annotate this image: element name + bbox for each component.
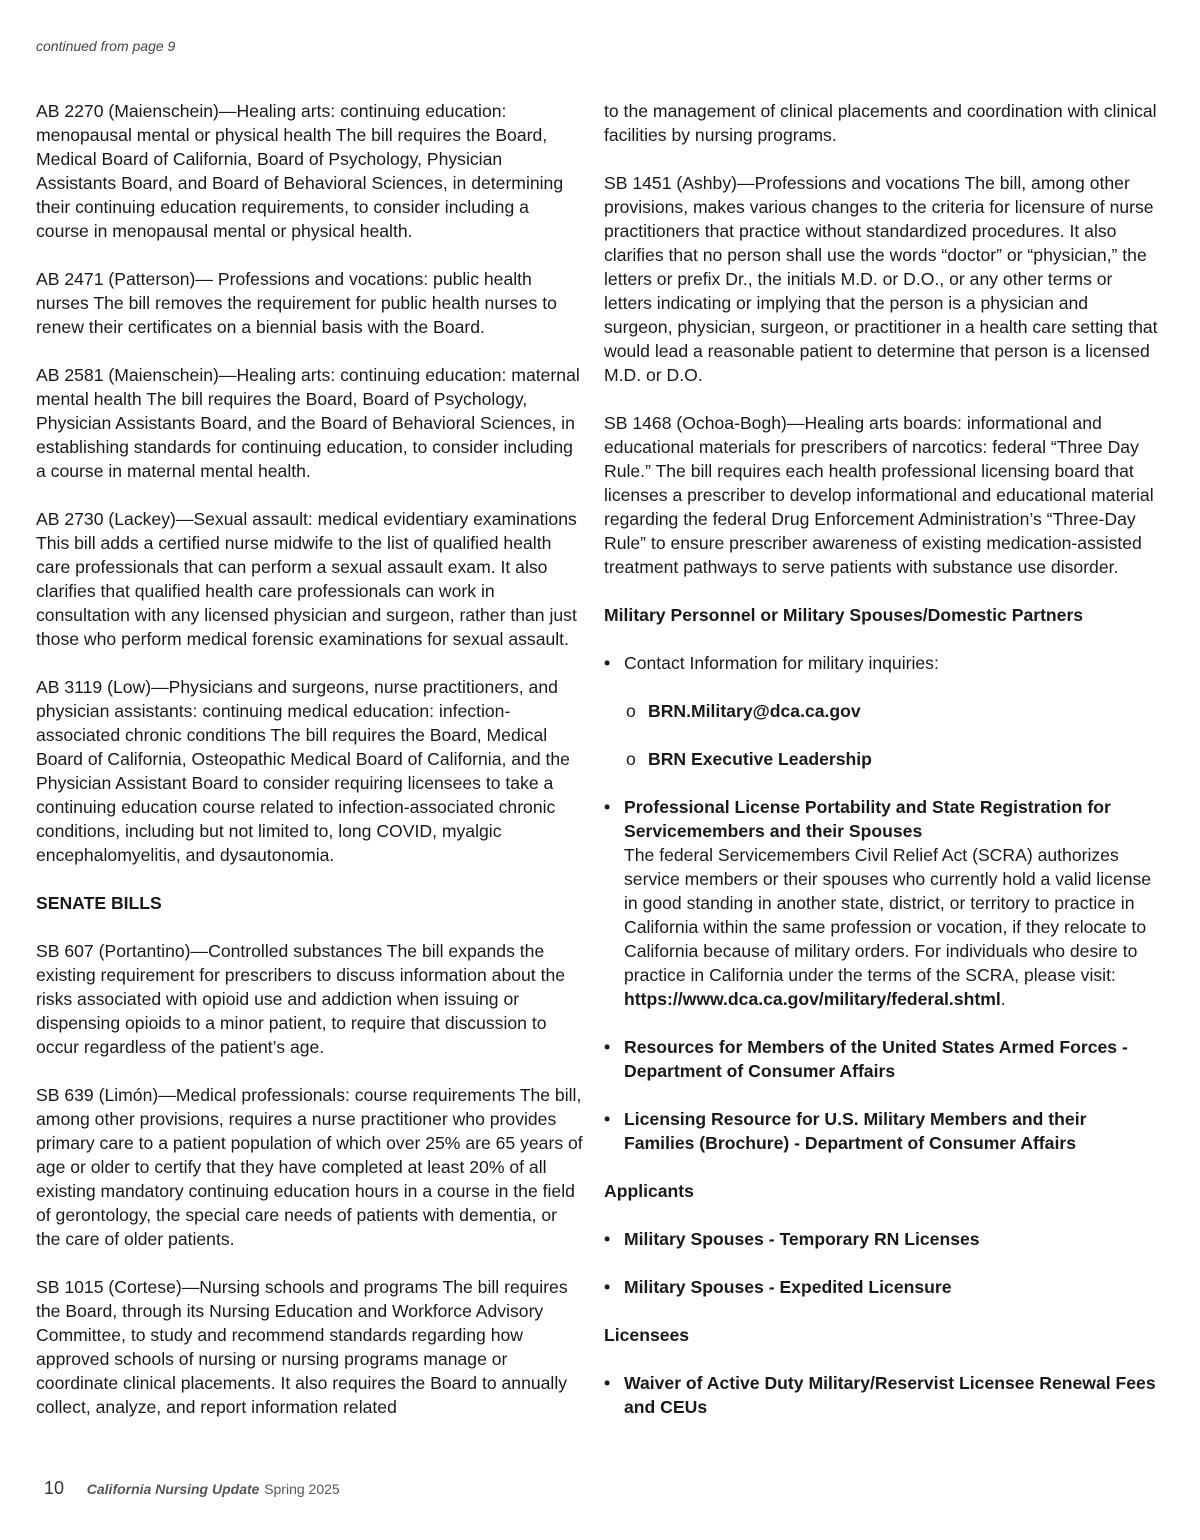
applicants-heading: Applicants bbox=[604, 1181, 694, 1201]
expedited-licensure-link[interactable]: • Military Spouses - Expedited Licensure bbox=[604, 1275, 1160, 1299]
bill-ab3119: AB 3119 (Low)—Physicians and surgeons, nurse practitioners, and physician assistants: continuing medical education: infection-associated chronic conditions The bill requires the Board, Medical Board of California, Osteopathic Medical Board of California, and the Physician Assistant Board to consider requiring licensees to take a continuing education course related to infection-associated chronic conditions, including but not limited to, long COVID, myalgic encephalomyelitis, and dysautonomia. bbox=[36, 677, 570, 865]
page-number: 10 bbox=[44, 1478, 65, 1498]
sb1015-continued: to the management of clinical placements and coordination with clinical facilities by nursing programs. bbox=[604, 101, 1157, 145]
portability-bullet bbox=[604, 795, 1160, 1011]
bill-sb1015: SB 1015 (Cortese)—Nursing schools and programs The bill requires the Board, through its Nursing Education and Workforce Advisory Committee, to study and recommend standards regarding how approved schools of nursing or nursing programs manage or coordinate clinical placements. It also requires the Board to annually collect, analyze, and report information related bbox=[36, 1277, 568, 1417]
left-column bbox=[36, 99, 584, 1443]
executive-leadership-text: BRN Executive Leadership bbox=[648, 749, 872, 769]
bill-ab2471: AB 2471 (Patterson)— Professions and vocations: public health nurses The bill removes the requirement for public health nurses to renew their certificates on a biennial basis with the Board. bbox=[36, 269, 557, 337]
armed-forces-resources-link[interactable]: • Resources for Members of the United States Armed Forces - Department of Consumer Affairs bbox=[604, 1035, 1160, 1083]
bill-ab2730: AB 2730 (Lackey)—Sexual assault: medical evidentiary examinations This bill adds a certified nurse midwife to the list of qualified health care professionals that can perform a sexual assault exam. It also clarifies that qualified health care professionals can work in consultation with any licensed physician and surgeon, rather than just those who perform medical forensic examinations for sexual assault. bbox=[36, 509, 577, 649]
bill-sb1468: SB 1468 (Ochoa-Bogh)—Healing arts boards: informational and educational materials for prescribers of narcotics: federal “Three Day Rule.” The bill requires each health professional licensing board that licenses a prescriber to develop informational and educational material regarding the federal Drug Enforcement Administration’s “Three-Day Rule” to ensure prescriber awareness of existing medication-assisted treatment pathways to serve patients with substance use disorder. bbox=[604, 413, 1154, 577]
licensees-heading: Licensees bbox=[604, 1325, 690, 1345]
bill-sb639: SB 639 (Limón)—Medical professionals: course requirements The bill, among other provisions, requires a nurse practitioner who provides primary care to a patient population of which over 25% are 65 years of age or older to certify that they have completed at least 20% of all existing mandatory continuing education hours in a course in the field of gerontology, the special care needs of patients with dementia, or the care of older patients. bbox=[36, 1085, 583, 1249]
temporary-rn-licenses-link[interactable]: • Military Spouses - Temporary RN Licenses bbox=[604, 1227, 1160, 1251]
military-email-text: BRN.Military@dca.ca.gov bbox=[648, 701, 861, 721]
portability-title-link[interactable]: Professional License Portability and State Registration for Servicemembers and their Spouses bbox=[624, 797, 1111, 841]
sub-bullet-marker: o bbox=[626, 749, 636, 769]
continued-note: continued from page 9 bbox=[36, 38, 176, 54]
bill-sb607: SB 607 (Portantino)—Controlled substances The bill expands the existing requirement for prescribers to discuss information about the risks associated with opioid use and addiction when issuing or dispensing opioids to a minor patient, to require that discussion to occur regardless of the patient’s age. bbox=[36, 941, 566, 1057]
military-heading: Military Personnel or Military Spouses/Domestic Partners bbox=[604, 605, 1084, 625]
licensing-brochure-link[interactable]: • Licensing Resource for U.S. Military Members and their Families (Brochure) - Department of Consumer Affairs bbox=[604, 1107, 1160, 1155]
publication-title: California Nursing Update bbox=[86, 1481, 260, 1497]
sub-bullet-marker: o bbox=[626, 701, 636, 721]
renewal-fee-waiver-link[interactable]: • Waiver of Active Duty Military/Reservist Licensee Renewal Fees and CEUs bbox=[604, 1371, 1160, 1419]
bill-ab2270: AB 2270 (Maienschein)—Healing arts: continuing education: menopausal mental or physical health The bill requires the Board, Medical Board of California, Board of Psychology, Physician Assistants Board, and Board of Behavioral Sciences, in determining their continuing education requirements, to consider including a course in menopausal mental or physical health. bbox=[36, 101, 564, 241]
portability-body: The federal Servicemembers Civil Relief Act (SCRA) authorizes service members or their spouses who currently hold a valid license in good standing in another state, district, or territory to practice in California within the same profession or vocation, if they relocate to California because of military orders. For individuals who desire to practice in California under the terms of the SCRA, please visit: bbox=[624, 845, 1152, 985]
bill-sb1451: SB 1451 (Ashby)—Professions and vocations The bill, among other provisions, makes various changes to the criteria for licensure of nurse practitioners that practice without standardized procedures. It also clarifies that no person shall use the words “doctor” or “physician,” the letters or prefix Dr., the initials M.D. or D.O., or any other terms or letters indicating or implying that the person is a physician and surgeon, physician, surgeon, or practitioner in a health care setting that would lead a reasonable patient to determine that person is a licensed M.D. or D.O. bbox=[604, 173, 1158, 385]
right-column bbox=[604, 99, 1160, 1443]
portability-period: . bbox=[1000, 989, 1006, 1009]
issue-season: Spring 2025 bbox=[264, 1481, 340, 1497]
executive-leadership-link[interactable] bbox=[604, 747, 1160, 771]
military-email-link[interactable] bbox=[604, 699, 1160, 723]
senate-bills-heading: SENATE BILLS bbox=[36, 893, 162, 913]
scra-link[interactable]: https://www.dca.ca.gov/military/federal.shtml bbox=[624, 989, 1001, 1009]
contact-bullet: • Contact Information for military inquiries: bbox=[604, 651, 1160, 675]
bill-ab2581: AB 2581 (Maienschein)—Healing arts: continuing education: maternal mental health The bill requires the Board, Board of Psychology, Physician Assistants Board, and the Board of Behavioral Sciences, in establishing standards for continuing education, to consider including a course in maternal mental health. bbox=[36, 365, 580, 481]
page-footer bbox=[44, 1478, 340, 1499]
